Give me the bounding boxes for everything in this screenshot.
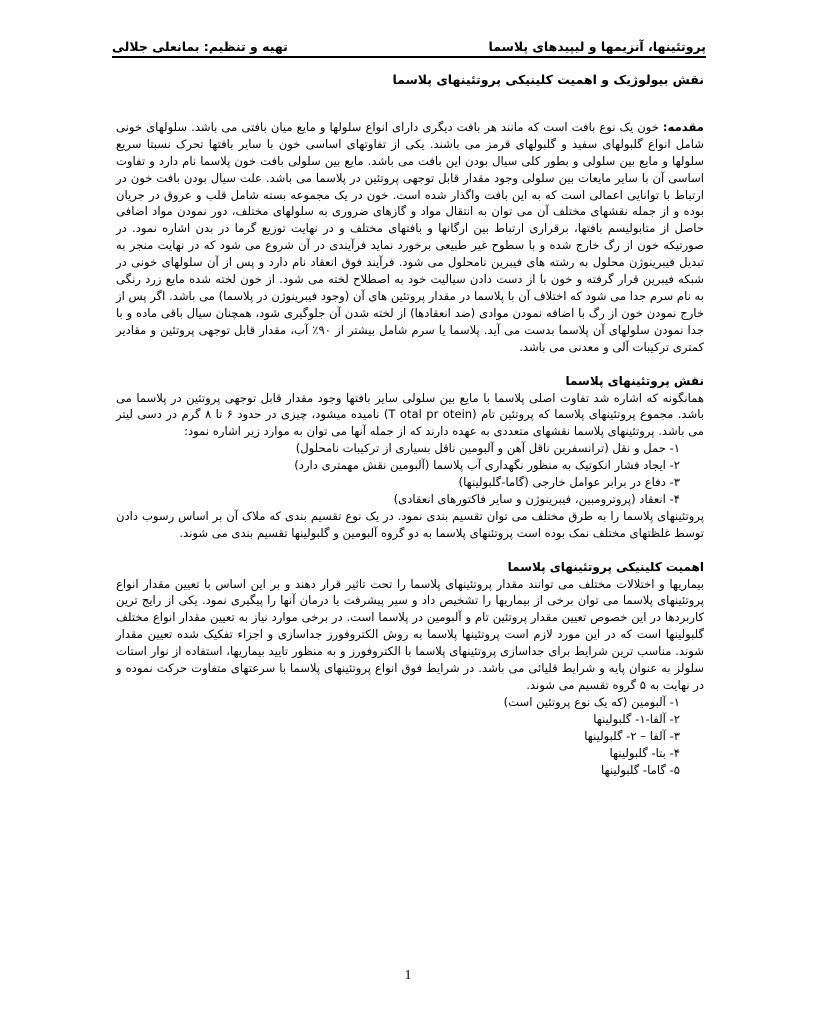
section2-list bbox=[116, 694, 704, 779]
list-item: ۲- آلفا-۱- گلبولینها bbox=[593, 711, 680, 726]
header-author: تهیه و تنظیم: بمانعلی جلالی bbox=[112, 39, 288, 54]
page-header bbox=[112, 30, 706, 58]
spacer bbox=[116, 542, 704, 559]
main-title: نقش بیولوژیک و اهمیت کلینیکی پروتئینهای پلاسما bbox=[392, 72, 704, 87]
list-item: ۳- آلفا – ۲- گلبولینها bbox=[584, 728, 680, 743]
spacer bbox=[116, 356, 704, 373]
list-item: ۵- گاما- گلبولینها bbox=[600, 762, 680, 777]
list-item: ۴- انعقاد (پروترومبین، فیبرینوژن و سایر فاکتورهای انعقادی) bbox=[393, 491, 680, 506]
intro-text: خون یک نوع بافت است که مانند هر بافت دیگری دارای انواع سلولها و مایع میان بافتی می باشد. سلولهای خونی شامل انواع گلبولهای سفید و گلبولهای قرمز می باشند. یکی از تفاوتهای اساسی خون با سایر بافتها تحرک نسبتا سریع سلولها و مایع بین سلولی و بطور کلی سیال بودن این بافت می باشد. مایع بین سلولی بافت خون پلاسما نام دارد و تفاوت اساسی آن با سایر مایعات بین سلولی وجود مقدار قابل توجهی پروتئین در پلاسما می باشد. علت سیال بودن بافت خون در ارتباط با توانایی اعمالی است که به این بافت واگذار شده است. خون در یک مجموعه بسته شامل قلب و عروق در جریان بوده و از جمله نقشهای مختلف آن می توان به انتقال مواد و گازهای ضروری به سلولهای مختلف، دور نمودن مواد اضافی حاصل از متابولیسم بافتها، برقراری ارتباط بین ارگانها و بافتهای مختلف و در نهایت توزیع گرما در بدن اشاره نمود. در صورتیکه خون از رگ خارج شده و با سطوح غیر طبیعی برخورد نماید فرآیندی در آن شروع می شود که در نهایت منجر به تبدیل فیبرینوژن محلول به رشته های فیبرین نامحلول می شود. فرآیند فوق انعقاد نام دارد و پس از آن سلولهای خونی در شبکه فیبرین قرار گرفته و خون با از دست دادن سیالیت خود به اصطلاح لخته می شود. از خون لخته شده مایع زرد رنگی به نام سرم جدا می شود که اختلاف آن با پلاسما در مقدار پروتئین های آن (وجود فیبرینوژن در پلاسما) می باشد. اگر پس از خارج نمودن خون از رگ با اضافه نمودن موادی (ضد انعقادها) از لخته شدن آن جلوگیری شود، همچنان سیال باقی ماده و با جدا نمودن سلولهای آن پلاسما بدست می آید. پلاسما یا سرم شامل بیشتر از ۹۰٪ آب، مقدار قابل توجهی پروتئین و مقادیر کمتری ترکیبات آلی و معدنی می باشد. bbox=[116, 119, 704, 354]
list-item: ۴- بتا- گلبولینها bbox=[609, 745, 680, 760]
list-item: ۲- ایجاد فشار انکوتیک به منظور نگهداری آب پلاسما (آلبومین نقش مهمتری دارد) bbox=[294, 458, 680, 473]
section2-paragraph: بیماریها و اختلالات مختلف می توانند مقدار پروتئینهای پلاسما را تحت تاثیر قرار دهند و بر این اساس با تعیین مقدار انواع پروتئینهای پلاسما می توان برخی از بیماریها را تشخیص داد و سیر پیشرفت یا درمان آنها را پیگیری نمود. یکی از رایج ترین کاربردها در این خصوص تعیین مقدار پروتئین تام و آلبومین در پلاسما است. در برخی موارد نیاز به تعیین مقدار انواع مختلف گلبولینها است که در این مورد لازم است پروتئینها پلاسما به روش الکتروفورز جداسازی و اجزاء تفکیک شده تعیین مقدار شوند. مناسب ترین شرایط برای جداسازی پروتئینهای پلاسما با الکتروفورز و به منظور تایید بیماریها، استفاده از نوار استات سلولز به عنوان پایه و شرایط قلیائی می باشد. در شرایط فوق انواع پروتئینهای پلاسما با سرعتهای متفاوت حرکت نموده و در نهایت به ۵ گروه تقسیم می شوند. bbox=[116, 576, 704, 692]
page-number: 1 bbox=[404, 968, 412, 983]
section1-paragraph: همانگونه که اشاره شد تفاوت اصلی پلاسما با مایع بین سلولی سایر بافتها وجود مقدار قابل توجهی پروتئین در پلاسما می باشد. مجموع پروتئینهای پلاسما که پروتئین تام (T otal pr otein) نامیده میشود، چیزی در حدود ۶ تا ۸ گرم در دسی لیتر می باشد. پروتئینهای پلاسما نقشهای متعددی به عهده دارند که از جمله آنها می توان به موارد زیر اشاره نمود: bbox=[116, 390, 704, 439]
list-item: ۱- آلبومین (که یک نوع پروتئین است) bbox=[503, 694, 680, 709]
intro-paragraph bbox=[116, 119, 704, 356]
section1-list bbox=[116, 440, 704, 508]
intro-label: مقدمه: bbox=[662, 119, 704, 134]
list-item: ۱- حمل و نقل (ترانسفرین ناقل آهن و آلبومین ناقل بسیاری از ترکیبات نامحلول) bbox=[295, 441, 680, 456]
page-content bbox=[116, 72, 704, 778]
header-title: پروتئینها، آنزیمها و لیپیدهای پلاسما bbox=[488, 39, 706, 54]
section2-heading: اهمیت کلینیکی پروتئینهای پلاسما bbox=[507, 559, 704, 574]
section1-heading: نقش پروتئینهای پلاسما bbox=[565, 373, 704, 388]
list-item: ۳- دفاع در برابر عوامل خارجی (گاما-گلبولینها) bbox=[458, 475, 680, 490]
section1-closing: پروتئینهای پلاسما را به طرق مختلف می توان تقسیم بندی نمود. در یک نوع تقسیم بندی که ملاک آن بر اساس رسوب دادن توسط غلظتهای مختلف نمک بوده است پروتئنهای پلاسما به دو گروه آلبومین و گلبولینها تقسیم بندی می شوند. bbox=[116, 508, 704, 540]
